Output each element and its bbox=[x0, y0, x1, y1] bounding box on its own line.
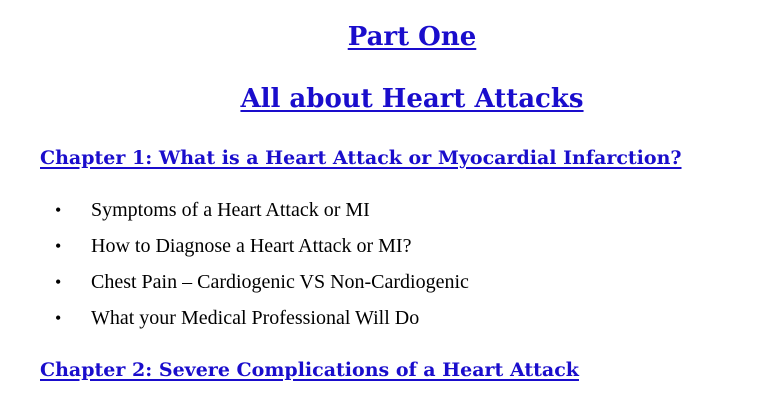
chapter-heading bbox=[40, 357, 579, 383]
part-title-link[interactable]: Part One bbox=[347, 22, 477, 52]
chapter-2-link[interactable]: Chapter 2: Severe Complications of a Heart Attack bbox=[40, 359, 579, 381]
bullet-icon: • bbox=[55, 308, 62, 328]
topic-text: Symptoms of a Heart Attack or MI bbox=[91, 199, 370, 221]
topic-text: What your Medical Professional Will Do bbox=[91, 307, 420, 329]
part-subtitle bbox=[0, 80, 760, 118]
chapter-1-link[interactable]: Chapter 1: What is a Heart Attack or Myocardial Infarction? bbox=[40, 147, 682, 169]
chapter-heading bbox=[40, 145, 682, 171]
part-subtitle-link[interactable]: All about Heart Attacks bbox=[240, 84, 584, 114]
bullet-icon: • bbox=[55, 236, 62, 256]
bullet-icon: • bbox=[55, 272, 62, 292]
part-title bbox=[0, 18, 760, 56]
topic-text: Chest Pain – Cardiogenic VS Non-Cardiogenic bbox=[91, 271, 469, 293]
topic-text: How to Diagnose a Heart Attack or MI? bbox=[91, 235, 412, 257]
bullet-icon: • bbox=[55, 200, 62, 220]
